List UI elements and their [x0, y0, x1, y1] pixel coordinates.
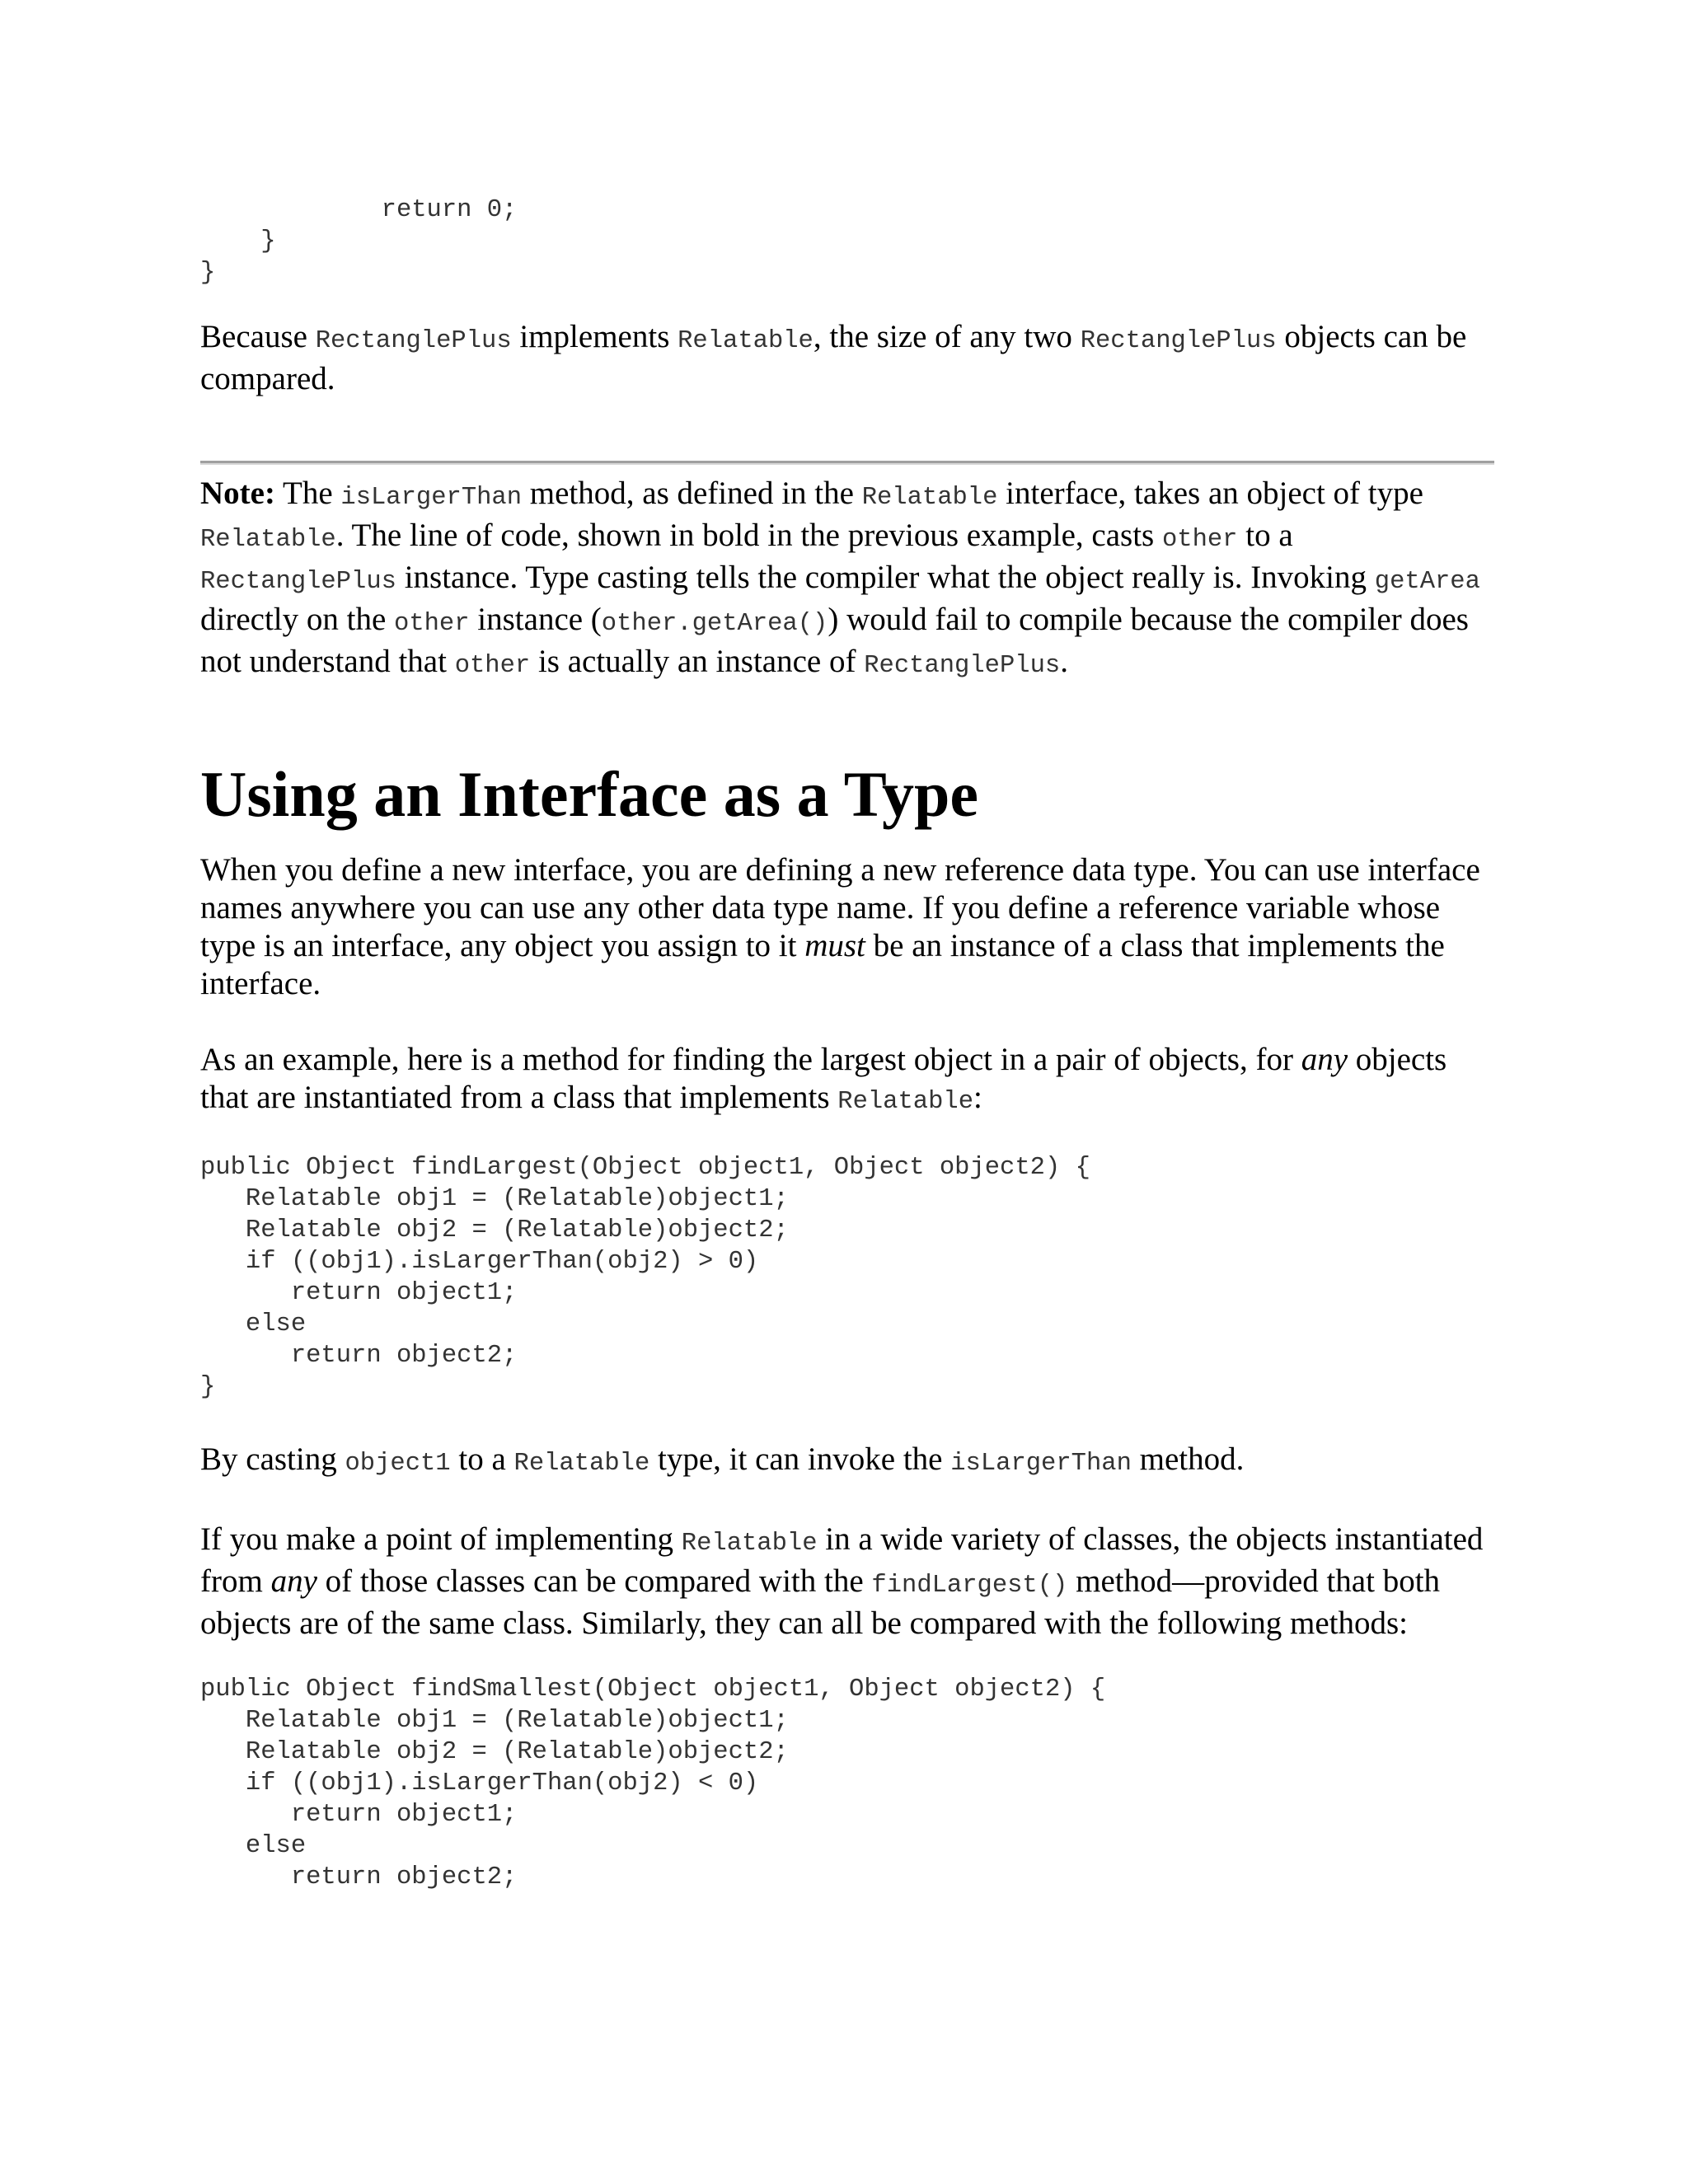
code-block-return: return 0; } }: [200, 196, 518, 287]
text: type, it can invoke the: [649, 1441, 951, 1477]
text: is actually an instance of: [530, 644, 865, 679]
text: Because: [200, 319, 316, 354]
inline-code: isLargerThan: [340, 484, 523, 512]
text: When you define a new interface, you are defining a new reference data type. You can use interface names anywhere you can use any other data type name. If you define a reference variable whose type is an interface, any object you assign to it: [200, 852, 1480, 963]
inline-code: Relatable: [837, 1088, 973, 1116]
inline-code: isLargerThan: [950, 1450, 1132, 1478]
paragraph-casting: [200, 1441, 1494, 1483]
text: method, as defined in the: [522, 476, 862, 511]
text: of those classes can be compared with the: [316, 1563, 872, 1599]
inline-code: other: [454, 652, 531, 680]
paragraph-variety: [200, 1521, 1494, 1643]
text: The: [274, 476, 341, 511]
text: As an example, here is a method for finding the largest object in a pair of objects, for: [200, 1042, 1301, 1077]
code-block-find-largest: public Object findLargest(Object object1, Object object2) { Relatable obj1 = (Relatable)object1; Relatable obj2 = (Relatable)object2; if ((obj1).isLargerThan(obj2) > 0) return object1; else return object2; }: [200, 1154, 1090, 1401]
document-page: [200, 0, 1494, 1893]
text: to a: [1237, 518, 1293, 553]
inline-code: object1: [345, 1450, 451, 1478]
text: instance. Type casting tells the compiler what the object really is. Invoking: [396, 560, 1375, 595]
inline-code: RectanglePlus: [1080, 327, 1277, 355]
inline-code: RectanglePlus: [200, 568, 396, 596]
inline-code: Relatable: [678, 327, 814, 355]
text: directly on the: [200, 602, 395, 637]
inline-code: Relatable: [200, 526, 336, 554]
horizontal-divider: [200, 461, 1494, 465]
inline-code: findLargest(): [871, 1572, 1068, 1600]
text: .: [1060, 644, 1068, 679]
inline-code: Relatable: [513, 1450, 650, 1478]
inline-code: Relatable: [861, 484, 998, 512]
text: to a: [450, 1441, 514, 1477]
inline-code: RectanglePlus: [315, 327, 512, 355]
text: :: [973, 1080, 982, 1115]
text: method—provided that both objects are of the same class. Similarly, they can all be compared with the following methods:: [200, 1563, 1441, 1641]
text: By casting: [200, 1441, 345, 1477]
emphasis: any: [1301, 1042, 1348, 1077]
inline-code: other: [394, 610, 470, 638]
text: objects can be compared.: [200, 319, 1467, 396]
paragraph-interface-type: [200, 851, 1494, 1003]
text: objects that are instantiated from a class that implements: [200, 1042, 1447, 1115]
paragraph-comparable: [200, 318, 1494, 398]
section-heading: Using an Interface as a Type: [200, 758, 978, 830]
text: ) would fail to compile because the compiler does not understand that: [200, 602, 1469, 679]
note-label: Note:: [200, 476, 275, 511]
emphasis: must: [804, 928, 865, 963]
text: in a wide variety of classes, the objects instantiated from: [200, 1521, 1484, 1599]
text: , the size of any two: [813, 319, 1081, 354]
inline-code: Relatable: [681, 1530, 818, 1558]
emphasis: any: [270, 1563, 317, 1599]
text: be an instance of a class that implements the interface.: [200, 928, 1445, 1001]
inline-code: other.getArea(): [601, 610, 828, 638]
paragraph-example-intro: [200, 1041, 1494, 1121]
inline-code: other: [1161, 526, 1238, 554]
text: method.: [1131, 1441, 1245, 1477]
code-block-find-smallest: public Object findSmallest(Object object1, Object object2) { Relatable obj1 = (Relatable)object1; Relatable obj2 = (Relatable)object2; if ((obj1).isLargerThan(obj2) < 0) return object1; else return object2;: [200, 1675, 1106, 1891]
inline-code: getArea: [1374, 568, 1480, 596]
text: implements: [511, 319, 678, 354]
inline-code: RectanglePlus: [864, 652, 1061, 680]
text: If you make a point of implementing: [200, 1521, 682, 1557]
text: interface, takes an object of type: [997, 476, 1423, 511]
text: instance (: [469, 602, 602, 637]
text: . The line of code, shown in bold in the previous example, casts: [335, 518, 1162, 553]
note-paragraph: [200, 475, 1494, 685]
